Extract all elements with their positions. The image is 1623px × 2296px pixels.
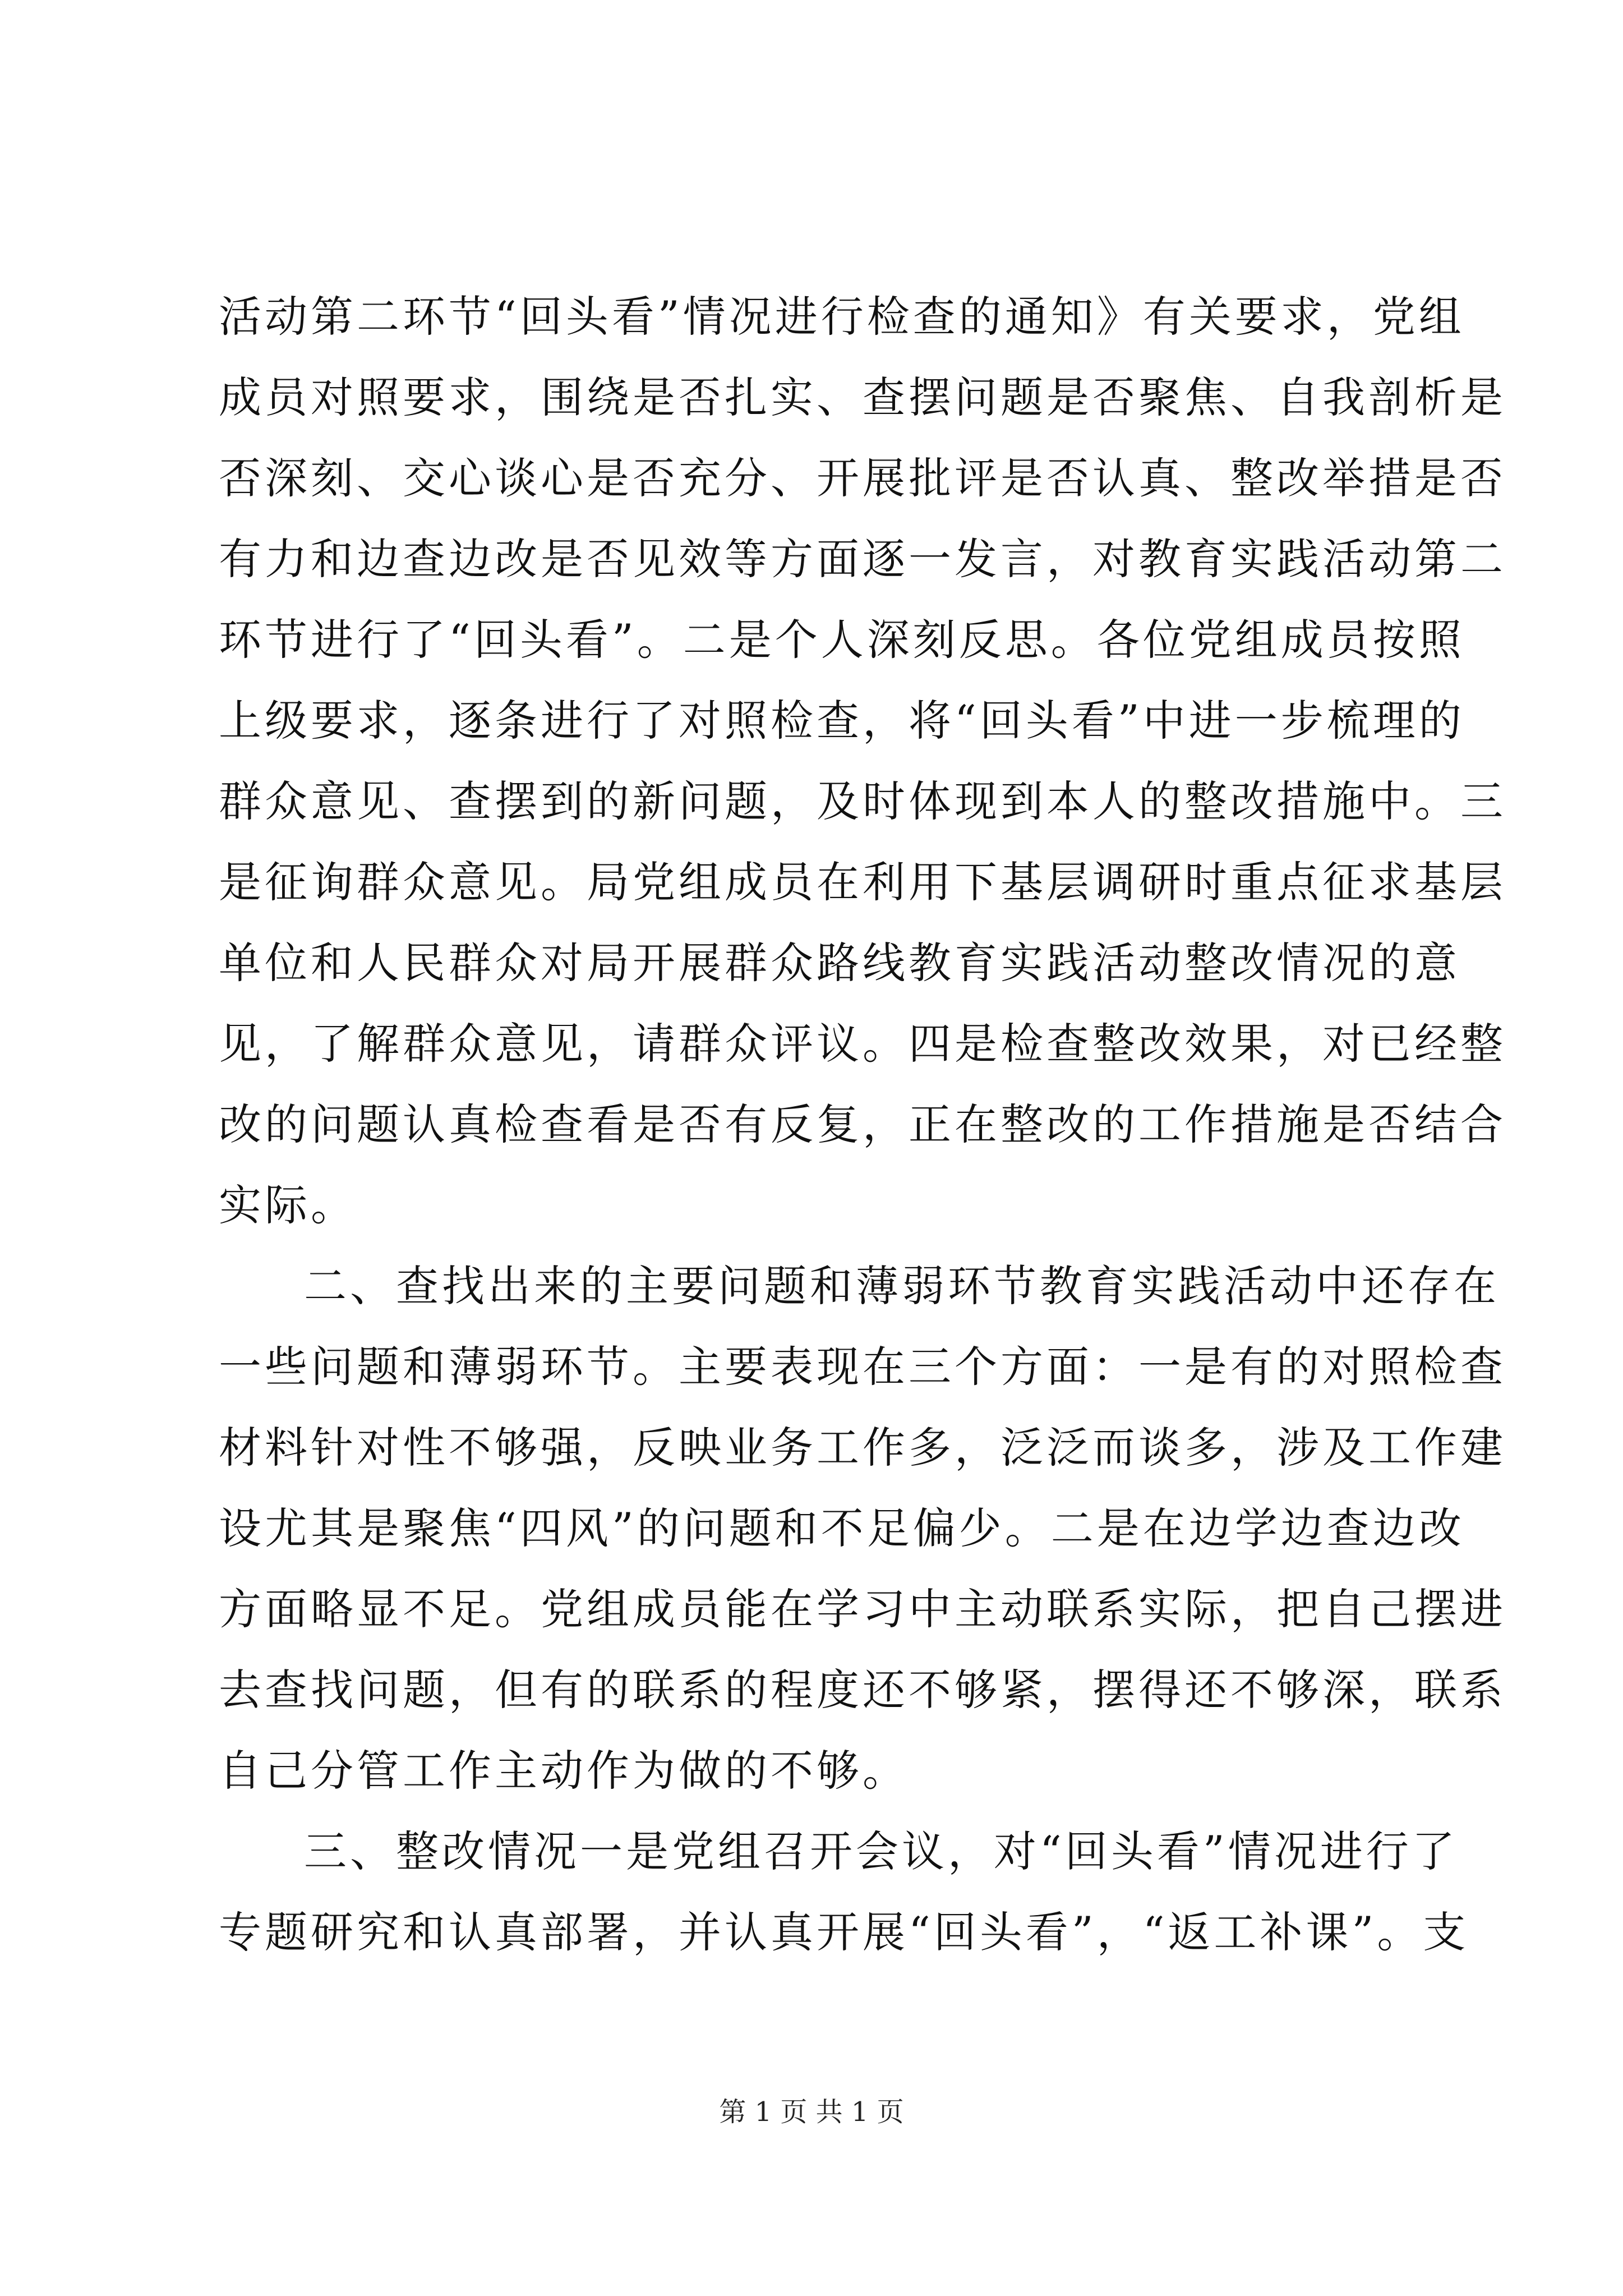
text-line: 见，了解群众意见，请群众评议。四是检查整改效果，对已经整	[219, 1019, 1506, 1069]
text-line: 是征询群众意见。局党组成员在利用下基层调研时重点征求基层	[219, 857, 1506, 907]
text-line: 设尤其是聚焦“四风”的问题和不足偏少。二是在边学边查边改	[219, 1503, 1465, 1553]
text-line: 专题研究和认真部署，并认真开展“回头看”，“返工补课”。支	[219, 1907, 1469, 1957]
text-line: 方面略显不足。党组成员能在学习中主动联系实际，把自己摆进	[219, 1584, 1506, 1634]
text-line: 否深刻、交心谈心是否充分、开展批评是否认真、整改举措是否	[219, 453, 1506, 503]
text-line: 活动第二环节“回头看”情况进行检查的通知》有关要求，党组	[219, 292, 1465, 342]
text-line: 上级要求，逐条进行了对照检查，将“回头看”中进一步梳理的	[219, 696, 1465, 746]
text-line: 材料针对性不够强，反映业务工作多，泛泛而谈多，涉及工作建	[219, 1423, 1506, 1473]
text-line: 群众意见、查摆到的新问题，及时体现到本人的整改措施中。三	[219, 776, 1506, 826]
page-number-footer: 第 1 页 共 1 页	[719, 2096, 904, 2128]
text-line: 环节进行了“回头看”。二是个人深刻反思。各位党组成员按照	[219, 615, 1465, 665]
text-line: 实际。	[219, 1180, 357, 1230]
text-line: 改的问题认真检查看是否有反复，正在整改的工作措施是否结合	[219, 1099, 1506, 1149]
text-line: 单位和人民群众对局开展群众路线教育实践活动整改情况的意	[219, 938, 1460, 988]
text-line: 有力和边查边改是否见效等方面逐一发言，对教育实践活动第二	[219, 534, 1506, 584]
text-line: 自己分管工作主动作为做的不够。	[219, 1746, 909, 1796]
text-line: 成员对照要求，围绕是否扎实、查摆问题是否聚焦、自我剖析是	[219, 372, 1506, 422]
text-line: 一些问题和薄弱环节。主要表现在三个方面：一是有的对照检查	[219, 1342, 1506, 1392]
text-line: 去查找问题，但有的联系的程度还不够紧，摆得还不够深，联系	[219, 1665, 1506, 1715]
section-heading-line: 二、查找出来的主要问题和薄弱环节教育实践活动中还存在	[304, 1261, 1500, 1311]
section-heading-line: 三、整改情况一是党组召开会议，对“回头看”情况进行了	[304, 1826, 1458, 1876]
